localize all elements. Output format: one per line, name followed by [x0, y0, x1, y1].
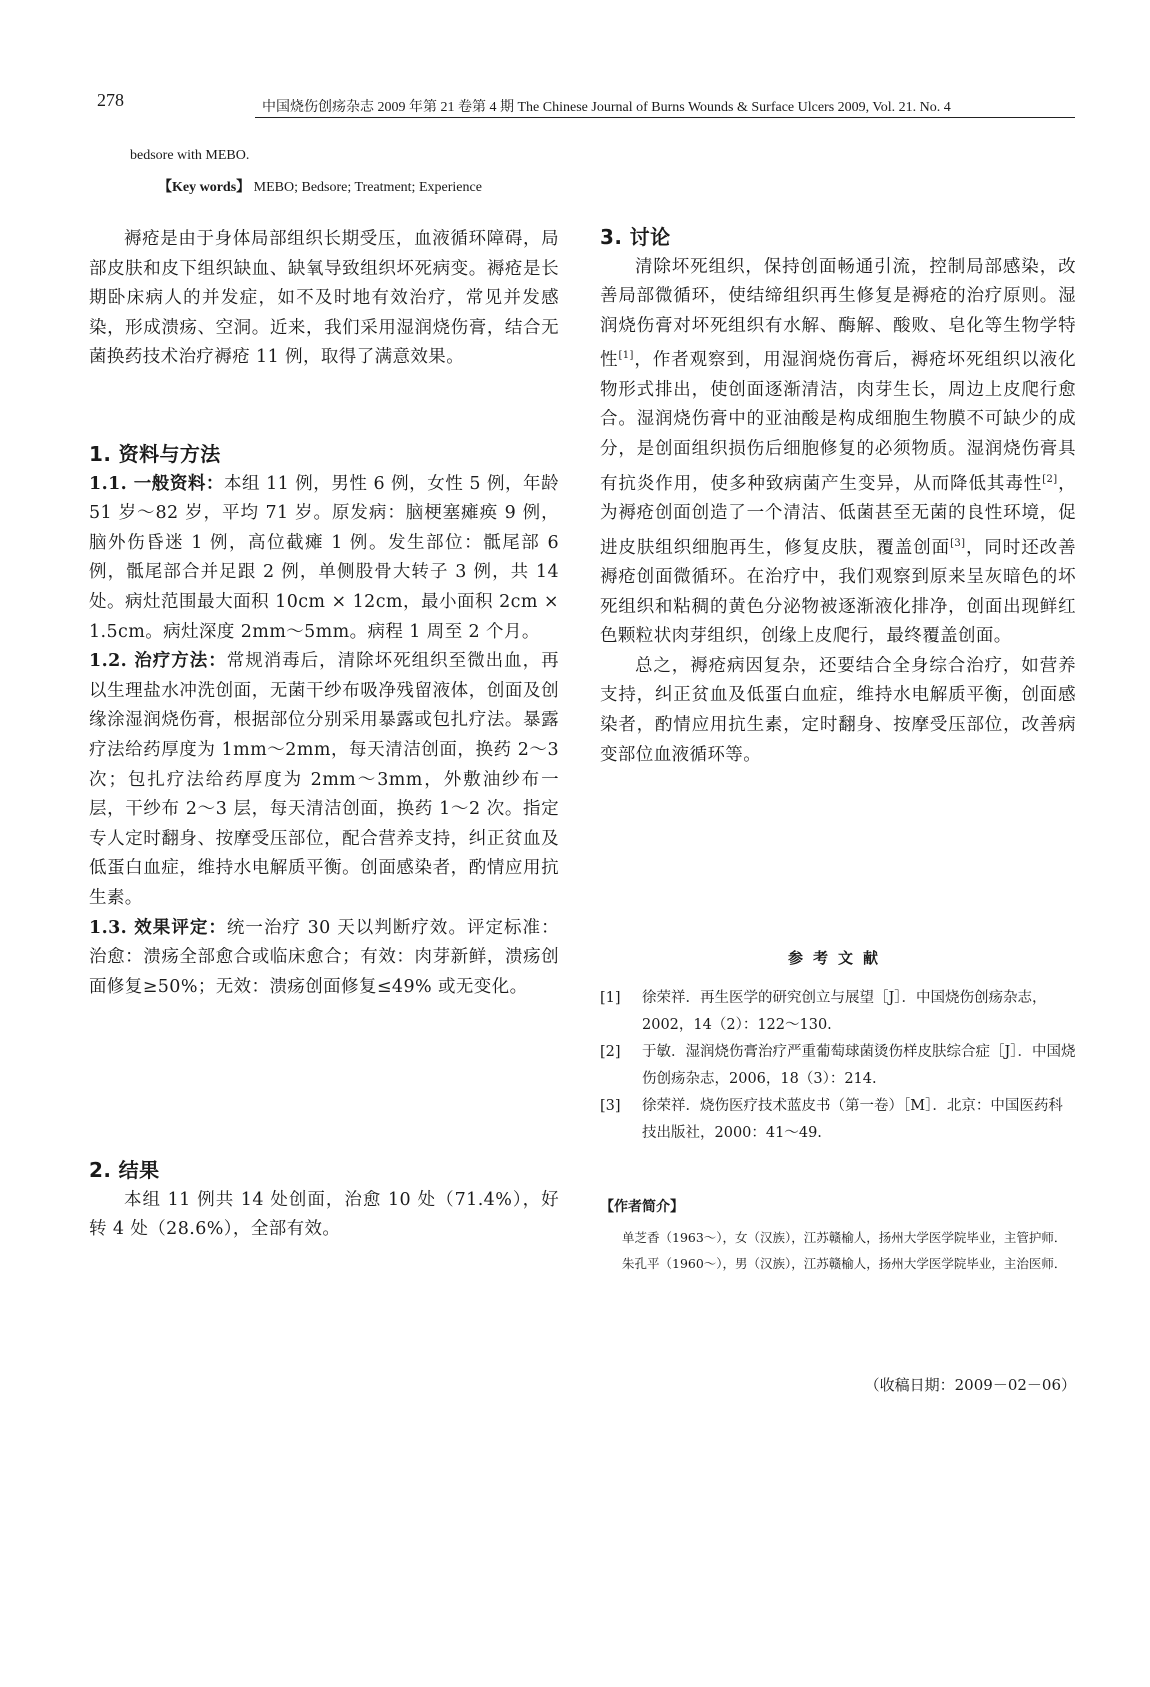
section-1-2 [89, 647, 559, 913]
section-1-1-text: 本组 11 例，男性 6 例，女性 5 例，年龄 51 岁～82 岁，平均 71 岁。原发病：脑梗塞瘫痪 9 例，脑外伤昏迷 1 例，高位截瘫 1 例。发生部位：骶尾部 6 例，骶尾部合并足跟 2 例，单侧股骨大转子 3 例，共 14 处。病灶范围最大面积 10cm × 12cm，最小面积 2cm × 1.5cm。病灶深度 2mm～5mm。病程 1 周至 2 个月。 [89, 473, 559, 642]
journal-header: 中国烧伤创疡杂志 2009 年第 21 卷第 4 期 The Chinese Journal of Burns Wounds & Surface Ulcers 2009, Vol. 21. No. 4 [262, 100, 951, 115]
reference-item [600, 1093, 1076, 1147]
author-info-title: 【作者简介】 [600, 1199, 684, 1215]
header-rule [255, 117, 1075, 118]
discussion-p1-d: ，同时还改善褥疮创面微循环。在治疗中，我们观察到原来呈灰暗色的坏死组织和粘稠的黄色分泌物被逐渐液化排净，创面出现鲜红色颗粒状肉芽组织，创缘上皮爬行，最终覆盖创面。 [600, 537, 1076, 647]
author-item: 朱孔平（1960～），男（汉族），江苏赣榆人，扬州大学医学院毕业，主治医师． [622, 1255, 1067, 1271]
section-1-title: 1. 资料与方法 [89, 442, 221, 466]
discussion-p1-a: 清除坏死组织，保持创面畅通引流，控制局部感染，改善局部微循环，使结缔组织再生修复是褥疮的治疗原则。湿润烧伤膏对坏死组织有水解、酶解、酸败、皂化等生物学特性 [600, 256, 1076, 371]
citation-2: [2] [1042, 473, 1058, 485]
section-1-1 [89, 470, 559, 648]
received-date: （收稿日期：2009－02－06） [864, 1376, 1076, 1394]
reference-item [600, 1039, 1076, 1093]
section-1-2-text: 常规消毒后，清除坏死组织至微出血，再以生理盐水冲洗创面，无菌干纱布吸净残留液体，创面及创缘涂湿润烧伤膏，根据部位分别采用暴露或包扎疗法。暴露疗法给药厚度为 1mm～2mm，每天清洁创面，换药 2～3 次；包扎疗法给药厚度为 2mm～3mm，外敷油纱布一层，干纱布 2～3 层，每天清洁创面，换药 1～2 次。指定专人定时翻身、按摩受压部位，配合营养支持，纠正贫血及低蛋白血症，维持水电解质平衡。创面感染者，酌情应用抗生素。 [89, 651, 559, 908]
results-section [89, 1156, 559, 1245]
keywords [158, 176, 482, 196]
section-1-3-label: 1.3. 效果评定： [89, 917, 227, 938]
discussion-section [600, 223, 1076, 770]
section-1-3 [89, 914, 559, 1003]
author-list [622, 1225, 1072, 1276]
reference-text: 徐荣祥．再生医学的研究创立与展望［J］．中国烧伤创疡杂志，2002，14（2）：122～130. [642, 990, 1047, 1033]
reference-number: [2] [600, 1044, 621, 1060]
discussion-paragraph-2: 总之，褥疮病因复杂，还要结合全身综合治疗，如营养支持，纠正贫血及低蛋白血症，维持水电解质平衡，创面感染者，酌情应用抗生素，定时翻身、按摩受压部位，改善病变部位血液循环等。 [600, 655, 1076, 765]
left-column [89, 225, 559, 373]
section-1-3-text: 统一治疗 30 天以判断疗效。评定标准：治愈：溃疡全部愈合或临床愈合；有效：肉芽新鲜，溃疡创面修复≥50%；无效：溃疡创面修复≤49% 或无变化。 [89, 917, 559, 997]
reference-text: 于敏．湿润烧伤膏治疗严重葡萄球菌烫伤样皮肤综合症［J］．中国烧伤创疡杂志，2006，18（3）：214. [642, 1044, 1076, 1087]
section-2-text: 本组 11 例共 14 处创面，治愈 10 处（71.4%），好转 4 处（28.6%），全部有效。 [89, 1189, 559, 1240]
section-1-1-label: 1.1. 一般资料： [89, 473, 224, 494]
section-1-2-label: 1.2. 治疗方法： [89, 651, 227, 672]
reference-item [600, 985, 1076, 1039]
section-2-title: 2. 结果 [89, 1158, 160, 1182]
citation-1: [1] [618, 350, 634, 362]
page-number: 278 [97, 90, 124, 110]
section-3-title: 3. 讨论 [600, 225, 671, 249]
methods-section [89, 440, 559, 1002]
references-title: 参考文献 [787, 949, 888, 967]
reference-number: [1] [600, 990, 621, 1006]
author-item: 单芝香（1963～），女（汉族），江苏赣榆人，扬州大学医学院毕业，主管护师． [622, 1230, 1067, 1245]
intro-paragraph: 褥疮是由于身体局部组织长期受压，血液循环障碍，局部皮肤和皮下组织缺血、缺氧导致组织坏死病变。褥疮是长期卧床病人的并发症，如不及时地有效治疗，常见并发感染，形成溃疡、空洞。近来，我们采用湿润烧伤膏，结合无菌换药技术治疗褥疮 11 例，取得了满意效果。 [89, 229, 559, 368]
discussion-paragraph-1 [600, 253, 1076, 652]
keywords-label: 【Key words】 [158, 180, 251, 195]
discussion-p1-c: ，为褥疮创面创造了一个清洁、低菌甚至无菌的良性环境，促进皮肤组织细胞再生，修复皮肤，覆盖创面 [600, 473, 1076, 558]
keywords-text: MEBO; Bedsore; Treatment; Experience [250, 180, 482, 195]
reference-number: [3] [600, 1098, 621, 1114]
discussion-p1-b: ，作者观察到，用湿润烧伤膏后，褥疮坏死组织以液化物形式排出，使创面逐渐清洁，肉芽生长，周边上皮爬行愈合。湿润烧伤膏中的亚油酸是构成细胞生物膜不可缺少的成分，是创面组织损伤后细胞修复的必须物质。湿润烧伤膏具有抗炎作用，使多种致病菌产生变异，从而降低其毒性 [600, 350, 1076, 494]
citation-3: [3] [950, 537, 966, 549]
abstract-tail: bedsore with MEBO. [130, 148, 250, 163]
references-list [600, 985, 1076, 1147]
reference-text: 徐荣祥．烧伤医疗技术蓝皮书（第一卷）［M］．北京：中国医药科技出版社，2000：41～49. [642, 1098, 1063, 1141]
